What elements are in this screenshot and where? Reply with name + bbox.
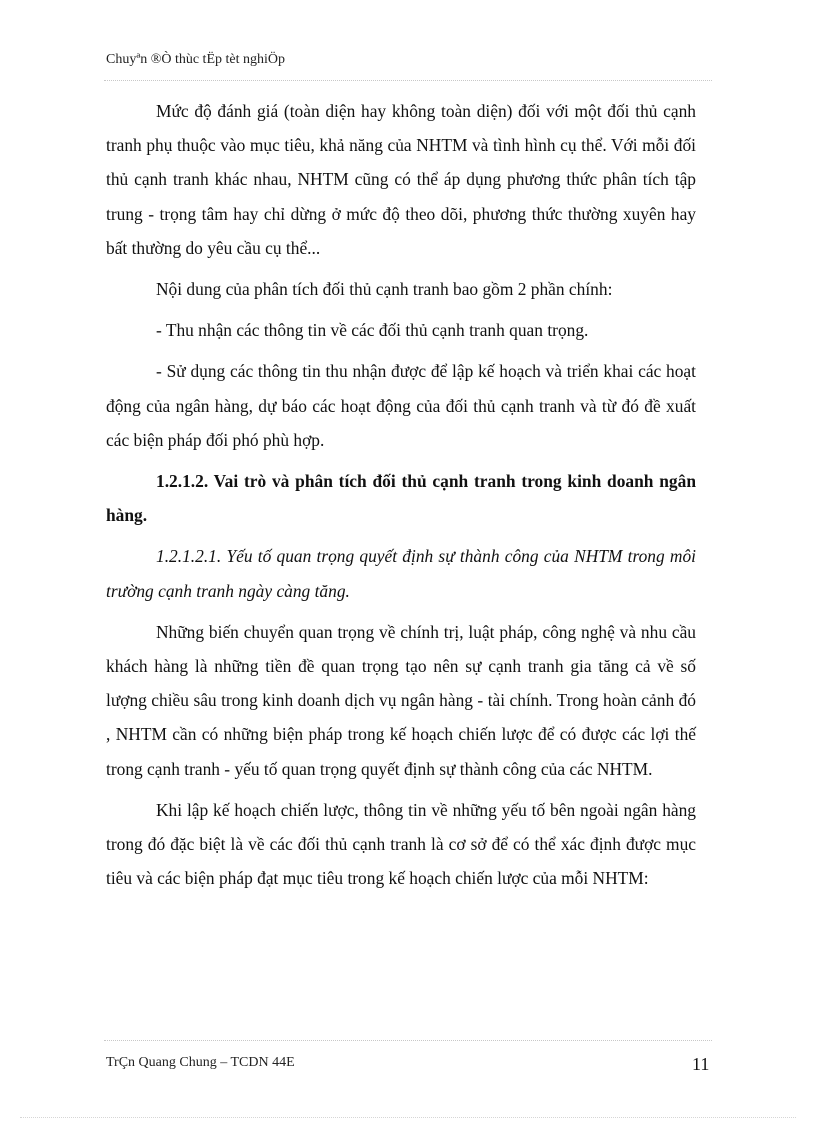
section-heading: 1.2.1.2. Vai trò và phân tích đối thủ cạnh tranh trong kinh doanh ngân hàng. bbox=[106, 471, 696, 526]
footer-divider bbox=[104, 1040, 712, 1042]
paragraph-assessment: Mức độ đánh giá (toàn diện hay không toàn diện) đối với một đối thủ cạnh tranh phụ thuộc vào mục tiêu, khả năng của NHTM và tình hình cụ thể. Với mỗi đối thủ cạnh tranh khác nhau, NHTM cũng có thể áp dụng phương thức phân tích tập trung - trọng tâm hay chỉ dừng ở mức độ theo dõi, phương thức thường xuyên hay bất thường do yêu cầu cụ thể... bbox=[106, 101, 696, 258]
page-bottom-edge bbox=[20, 1117, 796, 1119]
paragraph-bullet-use: - Sử dụng các thông tin thu nhận được để lập kế hoạch và triển khai các hoạt động của ngân hàng, dự báo các hoạt động của đối thủ cạnh tranh và từ đó đề xuất các biện pháp đối phó phù hợp. bbox=[106, 361, 696, 450]
paragraph-changes: Những biến chuyển quan trọng về chính trị, luật pháp, công nghệ và nhu cầu khách hàng là những tiền đề quan trọng tạo nên sự cạnh tranh gia tăng cả về số lượng chiều sâu trong kinh doanh dịch vụ ngân hàng - tài chính. Trong hoàn cảnh đó , NHTM cần có những biện pháp trong kế hoạch chiến lược để có được các lợi thế trong cạnh tranh - yếu tố quan trọng quyết định sự thành công của các NHTM. bbox=[106, 621, 696, 779]
body-text bbox=[106, 94, 696, 895]
page-number: 11 bbox=[692, 1054, 710, 1074]
paragraph-planning: Khi lập kế hoạch chiến lược, thông tin về những yếu tố bên ngoài ngân hàng trong đó đặc biệt là về các đối thủ cạnh tranh là cơ sở để có thể xác định được mục tiêu và các biện pháp đạt mục tiêu trong kế hoạch chiến lược của mỗi NHTM: bbox=[106, 799, 696, 889]
paragraph-bullet-collect: - Thu nhận các thông tin về các đối thủ cạnh tranh quan trọng. bbox=[156, 320, 589, 341]
header-divider bbox=[104, 80, 712, 82]
footer-author: TrÇn Quang Chung – TCDN 44E bbox=[106, 1055, 295, 1070]
running-header: Chuyªn ®Ò thùc tËp tèt nghiÖp bbox=[106, 52, 285, 67]
subsection-heading: 1.2.1.2.1. Yếu tố quan trọng quyết định sự thành công của NHTM trong môi trường cạnh tranh ngày càng tăng. bbox=[106, 546, 696, 601]
paragraph-content-intro: Nội dung của phân tích đối thủ cạnh tranh bao gồm 2 phần chính: bbox=[156, 279, 613, 300]
